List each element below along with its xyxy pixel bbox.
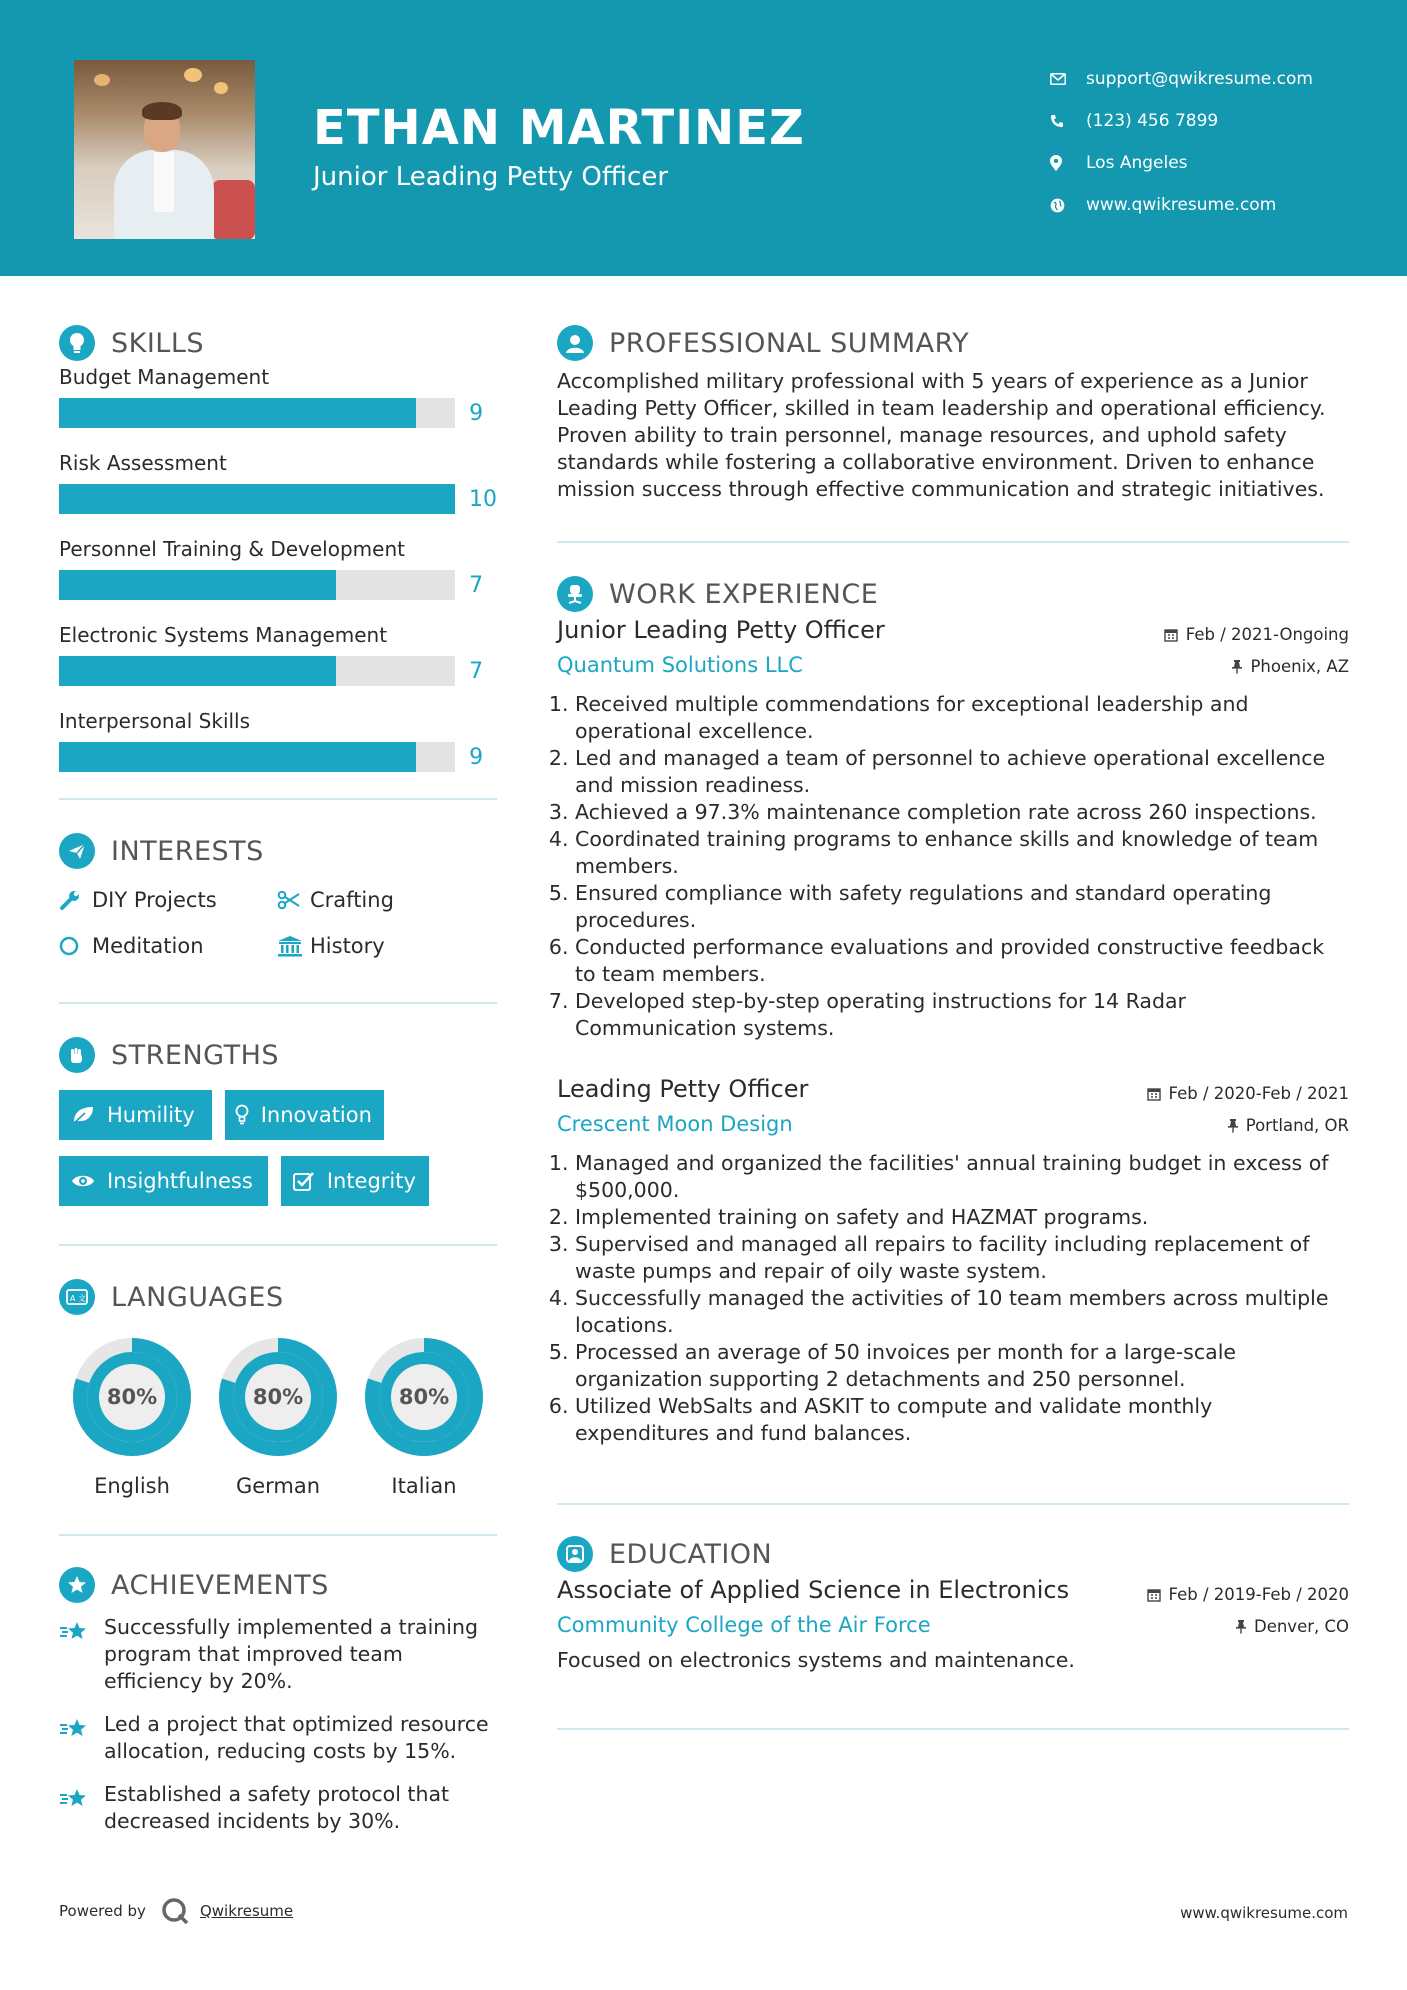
education-entry [557, 1573, 1349, 1674]
footer-site[interactable]: www.qwikresume.com [1180, 1904, 1348, 1922]
job-bullet: 7. Developed step-by-step operating instructions for 14 Radar Communication systems. [575, 988, 1349, 1042]
language-icon [59, 1279, 95, 1315]
qwikresume-logo-icon [160, 1896, 190, 1926]
interests-heading: INTERESTS [111, 835, 264, 867]
skill-bar-fill [59, 484, 455, 514]
job-bullet: 5. Ensured compliance with safety regulations and standard operating procedures. [575, 880, 1349, 934]
calendar-icon [1164, 628, 1178, 642]
strength-label: Insightfulness [107, 1169, 253, 1193]
flying-star-icon [59, 1781, 104, 1815]
job-entry [557, 613, 1349, 1042]
checkbox-icon [293, 1171, 315, 1191]
map-pin-icon [1050, 155, 1086, 171]
strength-chip [59, 1156, 268, 1206]
language-ring [217, 1336, 339, 1458]
candidate-name: ETHAN MARTINEZ [313, 100, 805, 156]
circle-icon [59, 936, 92, 956]
skill-value: 7 [469, 658, 484, 684]
education-location [1147, 1611, 1349, 1643]
skill-label: Risk Assessment [59, 451, 227, 475]
job-location-text: Portland, OR [1245, 1116, 1349, 1135]
profile-photo [74, 60, 255, 239]
experience-heading: WORK EXPERIENCE [609, 578, 879, 610]
contact-website-text: www.qwikresume.com [1086, 195, 1277, 215]
contact-email[interactable] [1050, 58, 1313, 100]
contact-website[interactable] [1050, 184, 1313, 226]
fist-icon [59, 1037, 95, 1073]
contact-phone[interactable] [1050, 100, 1313, 142]
contact-email-text: support@qwikresume.com [1086, 69, 1313, 89]
skill-bar [59, 742, 455, 772]
lightbulb-icon [235, 1104, 249, 1126]
section-divider [557, 541, 1349, 543]
job-company: Crescent Moon Design [557, 1112, 793, 1136]
leaf-icon [71, 1105, 95, 1125]
graduate-icon [557, 1536, 593, 1572]
education-heading: EDUCATION [609, 1538, 773, 1570]
skill-label: Electronic Systems Management [59, 623, 388, 647]
interest-label: History [310, 934, 385, 958]
summary-heading: PROFESSIONAL SUMMARY [609, 327, 970, 359]
candidate-title: Junior Leading Petty Officer [313, 162, 669, 192]
powered-by-text: Powered by [59, 1902, 146, 1920]
skill-item [59, 534, 497, 606]
skill-item [59, 706, 497, 778]
skill-value: 10 [469, 486, 497, 512]
strength-label: Humility [107, 1103, 195, 1127]
job-dates-text: Feb / 2021-Ongoing [1185, 625, 1349, 644]
skill-bar [59, 656, 455, 686]
interests-list [59, 884, 497, 962]
contact-list [1050, 58, 1313, 226]
right-column [557, 320, 1349, 1730]
svg-text:文: 文 [78, 1294, 86, 1303]
language-label: English [94, 1474, 170, 1498]
achievement-item [59, 1711, 497, 1765]
job-entry [557, 1072, 1349, 1447]
scissors-icon [277, 890, 310, 910]
envelope-icon [1050, 73, 1086, 85]
skill-bar [59, 484, 455, 514]
globe-icon [1050, 198, 1086, 213]
pushpin-icon [1228, 1119, 1238, 1133]
skill-bar-fill [59, 570, 336, 600]
skill-value: 9 [469, 744, 484, 770]
job-bullet: 4. Coordinated training programs to enhance skills and knowledge of team members. [575, 826, 1349, 880]
job-bullet: 1. Managed and organized the facilities' annual training budget in excess of $500,000. [575, 1150, 1349, 1204]
languages-list [59, 1336, 497, 1498]
job-company: Quantum Solutions LLC [557, 653, 803, 677]
education-description: Focused on electronics systems and maintenance. [557, 1648, 1075, 1672]
calendar-icon [1147, 1588, 1161, 1602]
skills-header [59, 320, 497, 366]
section-divider [59, 798, 497, 800]
job-bullet: 4. Successfully managed the activities of 10 team members across multiple locations. [575, 1285, 1349, 1339]
eye-icon [71, 1173, 95, 1189]
calendar-icon [1147, 1087, 1161, 1101]
interest-item [59, 930, 277, 962]
phone-icon [1050, 114, 1086, 128]
interest-label: Crafting [310, 888, 394, 912]
language-label: German [235, 1474, 321, 1498]
skill-value: 9 [469, 400, 484, 426]
job-dates [1147, 1078, 1349, 1110]
job-title: Junior Leading Petty Officer [557, 616, 885, 644]
section-divider [59, 1244, 497, 1246]
skill-item [59, 620, 497, 692]
job-bullets [557, 1150, 1349, 1447]
job-title: Leading Petty Officer [557, 1075, 809, 1103]
interest-label: DIY Projects [92, 888, 217, 912]
job-meta [1164, 619, 1349, 683]
achievement-text: Established a safety protocol that decreased incidents by 30%. [104, 1782, 450, 1833]
interest-item [277, 930, 477, 962]
pushpin-icon [1236, 1620, 1246, 1634]
skill-label: Interpersonal Skills [59, 709, 251, 733]
skill-bar-fill [59, 742, 416, 772]
strengths-heading: STRENGTHS [111, 1039, 280, 1071]
flying-star-icon [59, 1711, 104, 1745]
language-item [351, 1336, 497, 1498]
interest-label: Meditation [92, 934, 204, 958]
strength-chip [59, 1090, 212, 1140]
office-chair-icon [557, 576, 593, 612]
languages-header [59, 1274, 497, 1320]
strength-label: Innovation [260, 1103, 372, 1127]
header-banner [0, 0, 1407, 276]
language-ring [363, 1336, 485, 1458]
summary-header [557, 320, 1349, 366]
interest-item [277, 884, 477, 916]
job-bullet: 2. Led and managed a team of personnel to achieve operational excellence and mission readiness. [575, 745, 1349, 799]
education-meta [1147, 1579, 1349, 1643]
achievements-header [59, 1562, 497, 1608]
user-icon [557, 325, 593, 361]
flying-star-icon [59, 1614, 104, 1648]
skill-bar [59, 570, 455, 600]
skill-bar-fill [59, 656, 336, 686]
achievements-list [59, 1614, 497, 1835]
skill-value: 7 [469, 572, 484, 598]
museum-icon [277, 935, 310, 957]
achievement-text: Led a project that optimized resource allocation, reducing costs by 15%. [104, 1712, 489, 1763]
language-item [205, 1336, 351, 1498]
job-dates-text: Feb / 2020-Feb / 2021 [1168, 1084, 1349, 1103]
job-bullet: 1. Received multiple commendations for exceptional leadership and operational excellence. [575, 691, 1349, 745]
job-bullet: 2. Implemented training on safety and HAZMAT programs. [575, 1204, 1349, 1231]
achievement-item [59, 1781, 497, 1835]
contact-location-text: Los Angeles [1086, 153, 1188, 173]
language-percent: 80% [252, 1385, 304, 1409]
section-divider [59, 1534, 497, 1536]
education-location-text: Denver, CO [1253, 1617, 1349, 1636]
job-location-text: Phoenix, AZ [1250, 657, 1349, 676]
skill-label: Budget Management [59, 365, 270, 389]
skill-bar [59, 398, 455, 428]
job-bullets [557, 691, 1349, 1042]
language-percent: 80% [106, 1385, 158, 1409]
job-dates [1164, 619, 1349, 651]
wrench-icon [59, 889, 92, 911]
achievements-heading: ACHIEVEMENTS [111, 1569, 329, 1601]
skills-list [59, 362, 497, 778]
contact-location [1050, 142, 1313, 184]
skills-heading: SKILLS [111, 327, 205, 359]
language-ring [71, 1336, 193, 1458]
summary-text: Accomplished military professional with 5 years of experience as a Junior Leading Petty Officer, skilled in team leadership and operational efficiency. Proven ability to train personnel, manage resources, and uphold safety standards while fostering a collaborative environment. Driven to enhance mission success through effective communication and strategic initiatives. [557, 369, 1326, 501]
education-dates-text: Feb / 2019-Feb / 2020 [1168, 1585, 1349, 1604]
language-item [59, 1336, 205, 1498]
education-dates [1147, 1579, 1349, 1611]
job-bullet: 6. Conducted performance evaluations and provided constructive feedback to team members. [575, 934, 1349, 988]
section-divider [59, 1002, 497, 1004]
education-header [557, 1531, 1349, 1577]
contact-phone-text: (123) 456 7899 [1086, 111, 1219, 131]
education-school: Community College of the Air Force [557, 1613, 931, 1637]
interests-header [59, 828, 497, 874]
job-bullet: 5. Processed an average of 50 invoices per month for a large-scale organization supporting 2 detachments and 250 personnel. [575, 1339, 1349, 1393]
job-location [1164, 651, 1349, 683]
interest-item [59, 884, 277, 916]
paper-plane-icon [59, 833, 95, 869]
skill-item [59, 448, 497, 520]
brand-link[interactable]: Qwikresume [199, 1902, 294, 1920]
job-bullet: 6. Utilized WebSalts and ASKIT to compute and validate monthly expenditures and fund balances. [575, 1393, 1349, 1447]
strength-chip [281, 1156, 429, 1206]
star-badge-icon [59, 1567, 95, 1603]
job-meta [1147, 1078, 1349, 1142]
job-bullet: 3. Achieved a 97.3% maintenance completion rate across 260 inspections. [575, 799, 1349, 826]
strengths-header [59, 1032, 497, 1078]
strength-chip [225, 1090, 384, 1140]
strengths-list [59, 1090, 497, 1206]
education-degree: Associate of Applied Science in Electronics [557, 1576, 1070, 1604]
experience-header [557, 571, 1349, 617]
skill-label: Personnel Training & Development [59, 537, 405, 561]
section-divider [557, 1503, 1349, 1505]
pushpin-icon [1232, 660, 1242, 674]
skill-bar-fill [59, 398, 416, 428]
left-column [59, 320, 497, 1851]
svg-text:A: A [70, 1294, 76, 1303]
achievement-text: Successfully implemented a training program that improved team efficiency by 20%. [104, 1615, 479, 1693]
languages-heading: LANGUAGES [111, 1281, 284, 1313]
powered-by [59, 1896, 293, 1926]
lightbulb-icon [59, 325, 95, 361]
section-divider [557, 1728, 1349, 1730]
job-location [1147, 1110, 1349, 1142]
job-bullet: 3. Supervised and managed all repairs to facility including replacement of waste pumps and repair of oily waste system. [575, 1231, 1349, 1285]
language-percent: 80% [398, 1385, 450, 1409]
achievement-item [59, 1614, 497, 1695]
skill-item [59, 362, 497, 434]
strength-label: Integrity [326, 1169, 416, 1193]
language-label: Italian [391, 1474, 457, 1498]
